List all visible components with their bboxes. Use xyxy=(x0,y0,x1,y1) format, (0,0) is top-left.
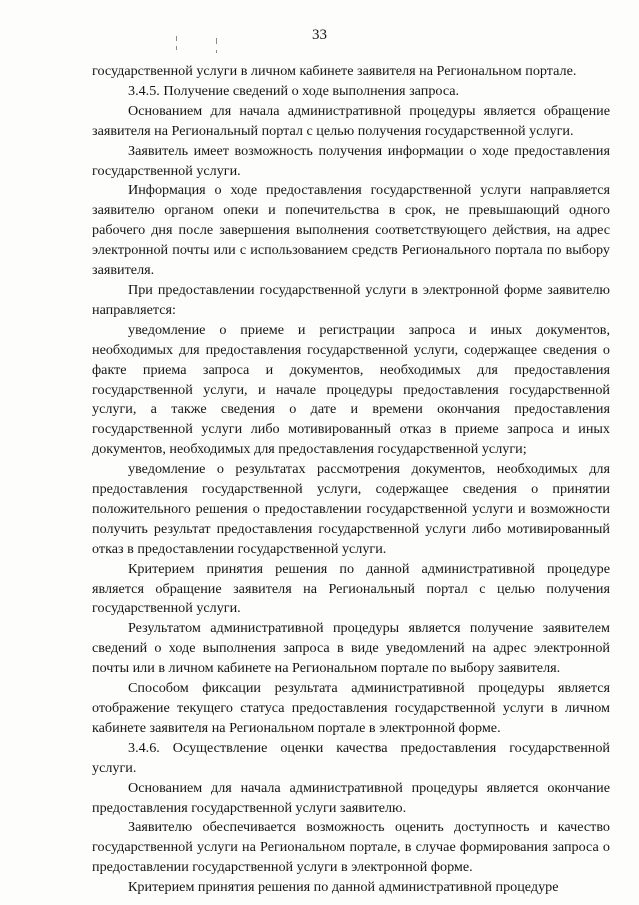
paragraph: Заявитель имеет возможность получения информации о ходе предоставления государственной услуги. xyxy=(92,142,610,179)
paragraph: государственной услуги в личном кабинете заявителя на Региональном портале. xyxy=(92,63,577,79)
paragraph: Основанием для начала административной процедуры является окончание предоставления государственной услуги заявителю. xyxy=(92,779,610,816)
paragraph: Критерием принятия решения по данной административной процедуре является обращение заявителя на Региональный портал с целью получения государственной услуги. xyxy=(92,560,610,617)
paragraph: Критерием принятия решения по данной административной процедуре xyxy=(128,879,559,896)
list-paragraph: уведомление о приеме и регистрации запроса и иных документов, необходимых для предоставления государственной услуги, содержащее сведения о факте приема запроса и документов, необходимых для предоставления государственной услуги, и начале процедуры предоставления государственной услуги, а также сведения о дате и времени окончания предоставления государственной услуги либо мотивированный отказ в приеме запроса и иных документов, необходимых для предоставления государственной услуги; xyxy=(92,321,610,458)
paragraph: При предоставлении государственной услуги в электронной форме заявителю направляется: xyxy=(92,281,610,318)
paragraph: Информация о ходе предоставления государственной услуги направляется заявителю органом опеки и попечительства в срок, не превышающий одного рабочего дня после завершения выполнения соответствующего действия, на адрес электронной почты или с использованием средств Регионального портала по выбору заявителя. xyxy=(92,182,610,279)
paragraph: Результатом административной процедуры является получение заявителем сведений о ходе выполнения запроса в виде уведомлений на адрес электронной почты или в личном кабинете на Региональном портале по выбору заявителя. xyxy=(92,620,610,677)
page-number: 33 xyxy=(312,27,327,43)
paragraph: Основанием для начала административной процедуры является обращение заявителя на Региональный портал с целью получения государственной услуги. xyxy=(92,102,610,139)
document-body xyxy=(92,62,610,898)
paragraph: Заявителю обеспечивается возможность оценить доступность и качество государственной услуги на Региональном портале, в случае формирования запроса о предоставлении государственной услуги в электронной форме. xyxy=(92,819,610,876)
section-heading: 3.4.6. Осуществление оценки качества предоставления государственной услуги. xyxy=(92,739,610,776)
section-heading: 3.4.5. Получение сведений о ходе выполнения запроса. xyxy=(128,82,460,99)
paragraph: Способом фиксации результата административной процедуры является отображение текущего статуса предоставления государственной услуги в личном кабинете заявителя на Региональном портале в электронной форме. xyxy=(92,680,610,736)
scan-mark xyxy=(216,50,217,53)
scan-mark xyxy=(176,46,177,50)
list-paragraph: уведомление о результатах рассмотрения документов, необходимых для предоставления государственной услуги, содержащее сведения о принятии положительного решения о предоставлении государственной услуги и возможности получить результат предоставления государственной услуги либо мотивированный отказ в предоставлении государственной услуги. xyxy=(92,461,610,557)
